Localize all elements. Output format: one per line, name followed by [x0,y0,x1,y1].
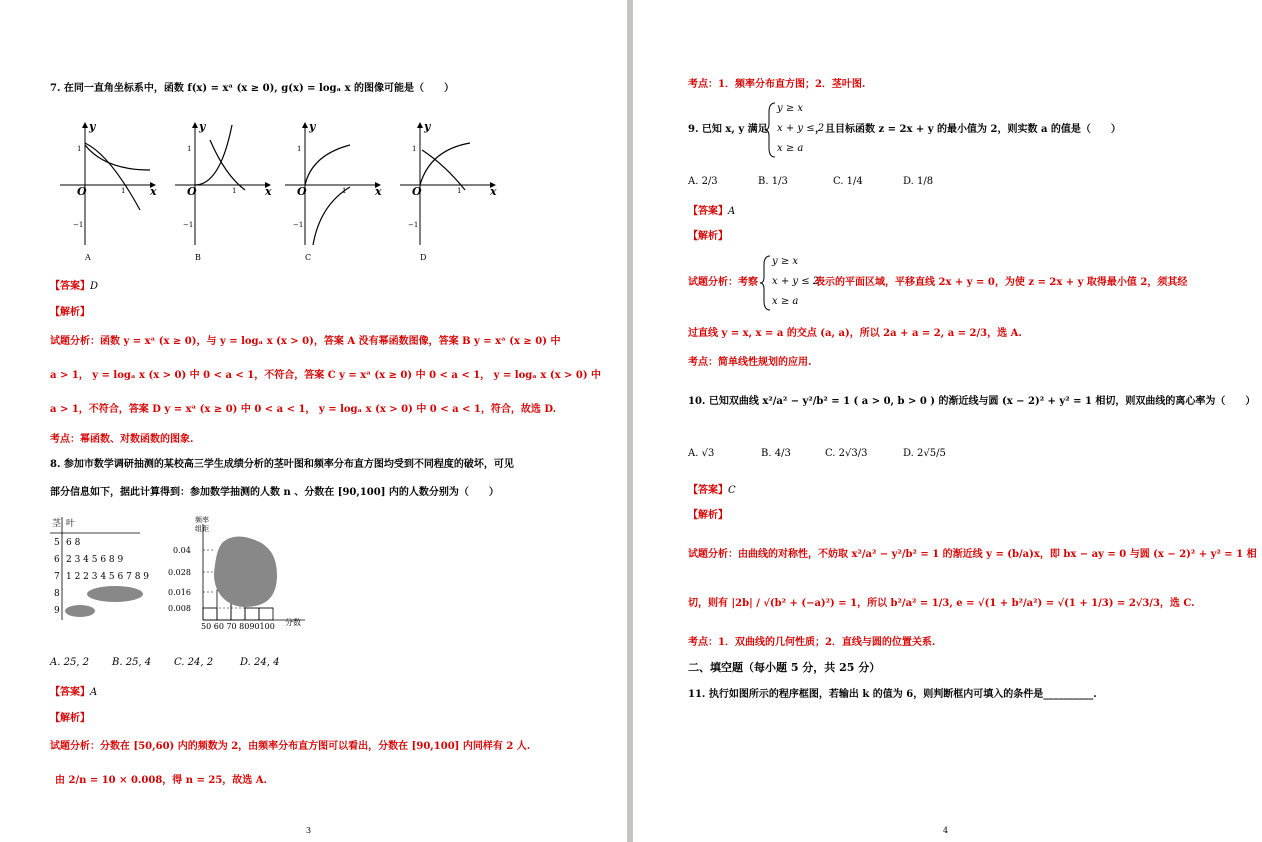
q9-option-d: D. 1/8 [903,176,934,187]
svg-text:y: y [89,120,96,133]
graph-label-c: C [305,253,312,262]
q9-option-a: A. 2/3 [688,176,718,187]
q10-analysis-tag: 【解析】 [688,510,728,521]
q9-kaodian: 考点：简单线性规划的应用. [688,357,812,368]
q9-stem-post: ，且目标函数 z = 2x + y 的最小值为 2，则实数 a 的值是（ ） [815,124,1121,135]
q8-option-c: C. 24, 2 [174,657,214,668]
q10-kaodian: 考点：1．双曲线的几何性质；2．直线与圆的位置关系. [688,637,936,648]
page-number-right: 4 [943,826,949,835]
graph-b [175,120,272,262]
svg-text:1: 1 [121,187,126,195]
q8-option-d: D. 24, 4 [240,657,280,668]
q10-option-d: D. 2√5/5 [903,448,946,459]
graph-label-b: B [195,253,201,262]
q8-option-b: B. 25, 4 [112,657,152,668]
q10-answer: 【答案】C [688,485,736,496]
q9-analysis-post: 表示的平面区域，平移直线 2x + y = 0，为使 z = 2x + y 取得最小值 2，须其经 [815,277,1188,288]
q8-answer: 【答案】A [50,687,98,698]
q8-stem-line2: 部分信息如下，据此计算得到：参加数学抽测的人数 n 、分数在 [90,100] 内的人数分别为（ ） [50,487,499,498]
q10-option-b: B. 4/3 [761,448,791,459]
svg-text:1: 1 [342,187,347,195]
svg-text:y: y [199,120,206,133]
q7-analysis-line2: a > 1， y = logₐ x (x > 0) 中 0 < a < 1，不符合，答案 C y = xᵃ (x ≥ 0) 中 0 < a < 1， y = logₐ x (x > 0) 中 [50,370,602,381]
svg-text:−1: −1 [183,221,194,229]
svg-text:1: 1 [232,187,237,195]
svg-text:x: x [375,185,382,198]
svg-text:−1: −1 [408,221,419,229]
q10-option-c: C. 2√3/3 [825,448,868,459]
q9-option-b: B. 1/3 [758,176,788,187]
q10-stem: 10. 已知双曲线 x²/a² − y²/b² = 1 ( a > 0, b > 0 ) 的渐近线与圆 (x − 2)² + y² = 1 相切，则双曲线的离心率为（ ） [688,396,1256,407]
graph-c [285,120,382,262]
q10-analysis-line2: 切，则有 |2b| / √(b² + (−a)²) = 1，所以 b²/a² = 1/3, e = √(1 + b²/a²) = √(1 + 1/3) = 2√3/3，选 C. [688,598,1195,609]
q9-analysis-pre: 试题分析：考察 [688,277,758,288]
svg-text:O: O [412,185,422,198]
graph-label-a: A [85,253,91,262]
left-page [0,0,627,842]
q10-analysis-line1: 试题分析：由曲线的对称性，不妨取 x²/a² − y²/b² = 1 的渐近线 y = (b/a)x，即 bx − ay = 0 与圆 (x − 2)² + y² = 1 相 [688,549,1257,560]
svg-text:O: O [297,185,307,198]
q11-stem: 11. 执行如图所示的程序框图，若输出 k 的值为 6，则判断框内可填入的条件是__________. [688,689,1097,700]
q8-analysis-line1: 试题分析：分数在 [50,60) 内的频数为 2，由频率分布直方图可以看出，分数在 [90,100] 内同样有 2 人. [50,741,531,752]
svg-text:x: x [265,185,272,198]
graph-a [60,120,157,262]
q8-stem-line1: 8. 参加市数学调研抽测的某校高三学生成绩分析的茎叶图和频率分布直方图均受到不同程度的破坏，可见 [50,459,514,470]
q9-stem-pre: 9. 已知 x, y 满足 [688,124,768,135]
histogram: 频率 组距 0.04 0.028 0.016 0.008 50 60 70 8090100 分数 [168,516,301,631]
svg-text:1: 1 [187,145,192,153]
graph-d [400,120,497,262]
q7-analysis-line3: a > 1，不符合，答案 D y = xᵃ (x ≥ 0) 中 0 < a < 1， y = logₐ x (x > 0) 中 0 < a < 1，符合，故选 D. [50,404,557,415]
q9-answer: 【答案】A [688,206,736,217]
svg-text:x: x [150,185,157,198]
svg-text:−1: −1 [73,221,84,229]
svg-text:−1: −1 [293,221,304,229]
stem-leaf-plot: 茎 叶 5 6 8 6 2 3 4 5 6 8 9 7 1 2 2 3 4 5 6 7 8 9 8 9 [52,519,150,616]
q7-graphs [55,115,515,270]
q9-analysis-line2: 过直线 y = x, x = a 的交点 (a, a)，所以 2a + a = 2, a = 2/3，选 A. [688,328,1022,339]
q9-option-c: C. 1/4 [833,176,863,187]
q7-stem: 7. 在同一直角坐标系中，函数 f(x) = xᵃ (x ≥ 0), g(x) = logₐ x 的图像可能是（ ） [50,83,455,94]
q8-kaodian: 考点：1．频率分布直方图；2．茎叶图. [688,79,866,90]
q7-answer: 【答案】D [50,281,99,292]
q7-kaodian: 考点：幂函数、对数函数的图象. [50,434,194,445]
svg-text:y: y [424,120,431,133]
svg-text:y: y [309,120,316,133]
svg-text:1: 1 [297,145,302,153]
svg-text:1: 1 [457,187,462,195]
q8-analysis-tag: 【解析】 [50,713,90,724]
graph-label-d: D [420,253,427,262]
section-2-title: 二、填空题（每小题 5 分，共 25 分） [688,661,881,674]
page-number-left: 3 [306,826,312,835]
right-page: 考点：1．频率分布直方图；2．茎叶图. 9. 已知 x, y 满足 y ≥ x x + y ≤ 2 x ≥ a ，且目标函数 z = 2x + y 的最小值为 2，则实数 a 的值是（ ） A. 2/3 B. 1/3 C. 1/4 D. 1/8 【答案】A 【解析】 试题分析：考察 y ≥ x x + y ≤ 2 x ≥ a 表示的平面区域，平移直线 2x + y = 0，为使 z = 2x + y 取得最小值 2，须其经 过直线 y = x, x = a 的交点 (a, a)，所以 2a + a = 2, a = 2/3，选 A. 考点：简单线性规划的应用. 10. 已知双曲线 x²/a² − y²/b² = 1 ( a > 0, b > 0 ) 的渐近线与圆 (x − 2)² + y² = 1 相切，则双曲线的离心率为（ ） A. √3 B. 4/3 C. 2√3/3 D. 2√5/5 【答案】C 【解析】 试题分析：由曲线的对称性，不妨取 x²/a² − y²/b² = 1 的渐近线 y = (b/a)x，即 bx − ay = 0 与圆 (x − 2)² + y² = 1 相 切，则有 |2b| / √(b² + (−a)²) = 1，所以 b²/a² = 1/3, e = √(1 + b²/a²) = √(1 + 1/3) = 2√3/3，选 C. 考点：1．双曲线的几何性质；2．直线与圆的位置关系. 二、填空题（每小题 5 分，共 25 分） 11. 执行如图所示的程序框图，若输出 k 的值为 6，则判断框内可填入的条件是__________. 4 [633,0,1262,842]
q10-option-a: A. √3 [688,448,715,459]
q9-analysis-tag: 【解析】 [688,231,728,242]
svg-text:O: O [77,185,87,198]
svg-text:1: 1 [77,145,82,153]
svg-text:x: x [490,185,497,198]
q7-analysis-tag: 【解析】 [50,307,90,318]
svg-text:1: 1 [412,145,417,153]
q8-option-a: A. 25, 2 [50,657,90,668]
svg-text:O: O [187,185,197,198]
q8-analysis-line2: 由 2/n = 10 × 0.008，得 n = 25，故选 A. [55,775,268,786]
q7-analysis-line1: 试题分析：函数 y = xᵃ (x ≥ 0)，与 y = logₐ x (x > 0)，答案 A 没有幂函数图像，答案 B y = xᵃ (x ≥ 0) 中 [50,336,561,347]
